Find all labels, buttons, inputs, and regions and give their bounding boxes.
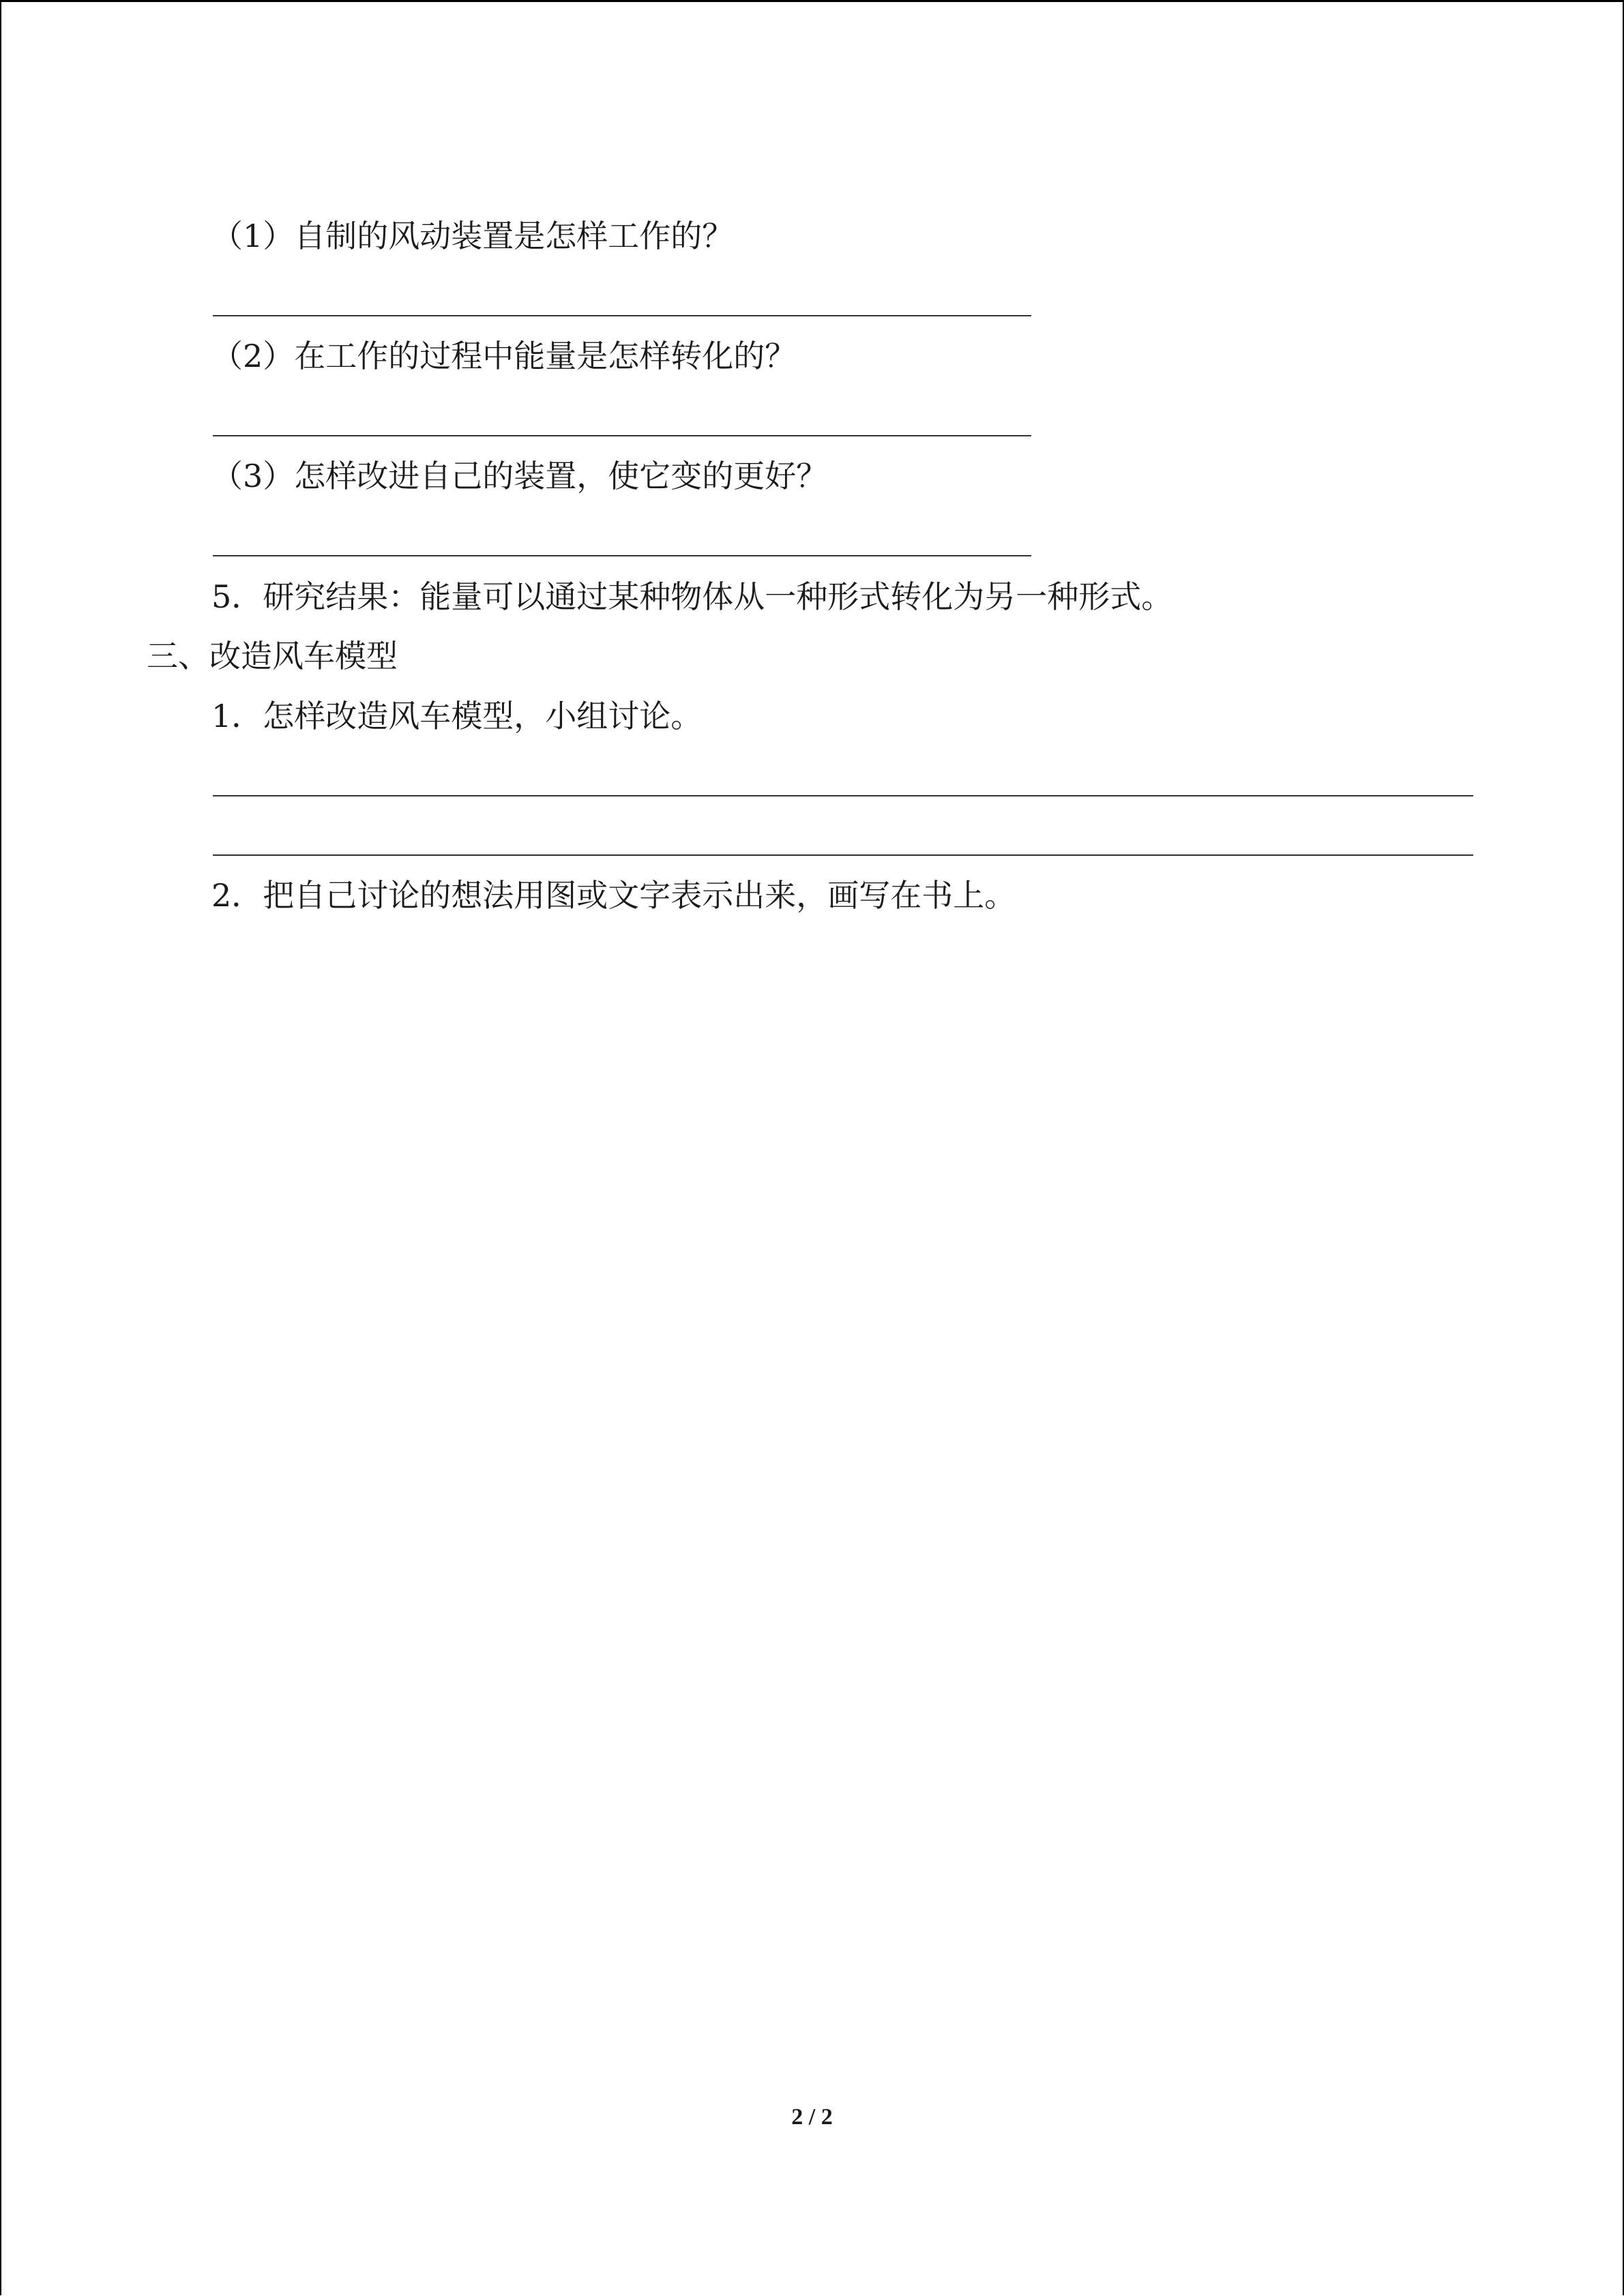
section-item-2: 2．把自己讨论的想法用图或文字表示出来，画写在书上。 — [211, 877, 1016, 914]
question-2: （2）在工作的过程中能量是怎样转化的？ — [211, 338, 797, 374]
section-item-1: 1．怎样改造风车模型，小组讨论。 — [211, 698, 703, 734]
page-number: 2 / 2 — [791, 2104, 833, 2130]
question-1: （1）自制的风动装置是怎样工作的？ — [211, 218, 734, 254]
answer-line-5[interactable] — [213, 854, 1473, 856]
section-heading: 三、改造风车模型 — [147, 638, 398, 674]
answer-line-3[interactable] — [213, 555, 1031, 556]
answer-line-2[interactable] — [213, 435, 1031, 436]
question-3: （3）怎样改进自己的装置，使它变的更好？ — [211, 458, 828, 494]
answer-line-4[interactable] — [213, 795, 1473, 796]
research-result-item: 5．研究结果：能量可以通过某种物体从一种形式转化为另一种形式。 — [211, 578, 1173, 615]
answer-line-1[interactable] — [213, 315, 1031, 316]
